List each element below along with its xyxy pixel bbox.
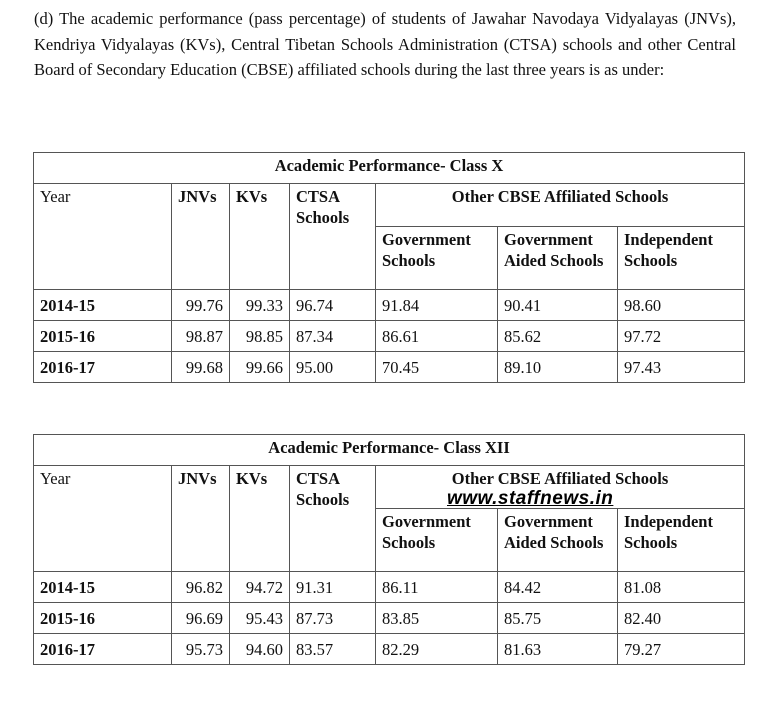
header-ctsa: CTSA Schools [290,184,376,290]
government-cell: 86.61 [376,321,498,352]
aided-cell: 85.62 [498,321,618,352]
ctsa-cell: 83.57 [290,634,376,665]
table-row [34,290,745,321]
table-row [34,321,745,352]
ctsa-cell: 95.00 [290,352,376,383]
ctsa-cell: 87.34 [290,321,376,352]
aided-cell: 90.41 [498,290,618,321]
government-cell: 83.85 [376,603,498,634]
table-row [34,603,745,634]
table-row [34,572,745,603]
header-government-aided: Government Aided Schools [498,227,618,290]
header-other-cbse: Other CBSE Affiliated Schools [376,466,745,509]
independent-cell: 82.40 [618,603,745,634]
independent-cell: 97.72 [618,321,745,352]
jnvs-cell: 95.73 [172,634,230,665]
jnvs-cell: 96.69 [172,603,230,634]
independent-cell: 81.08 [618,572,745,603]
header-independent: Independent Schools [618,227,745,290]
header-ctsa: CTSA Schools [290,466,376,572]
header-independent: Independent Schools [618,509,745,572]
year-cell: 2014-15 [34,572,172,603]
year-cell: 2015-16 [34,321,172,352]
kvs-cell: 99.33 [230,290,290,321]
ctsa-cell: 91.31 [290,572,376,603]
header-kvs: KVs [230,184,290,290]
header-jnvs: JNVs [172,466,230,572]
kvs-cell: 94.60 [230,634,290,665]
aided-cell: 89.10 [498,352,618,383]
intro-paragraph: (d) The academic performance (pass percentage) of students of Jawahar Navodaya Vidyalayas (JNVs), Kendriya Vidyalayas (KVs), Central Tibetan Schools Administration (CTSA) schools and other Central Board of Secondary Education (CBSE) affiliated schools during the last three years is as under: [34,9,736,79]
header-other-cbse: Other CBSE Affiliated Schools [376,184,745,227]
kvs-cell: 94.72 [230,572,290,603]
government-cell: 91.84 [376,290,498,321]
watermark: www.staffnews.in [447,488,614,509]
kvs-cell: 98.85 [230,321,290,352]
header-jnvs: JNVs [172,184,230,290]
independent-cell: 79.27 [618,634,745,665]
header-government-aided: Government Aided Schools [498,509,618,572]
government-cell: 70.45 [376,352,498,383]
jnvs-cell: 96.82 [172,572,230,603]
government-cell: 86.11 [376,572,498,603]
aided-cell: 85.75 [498,603,618,634]
table-title: Academic Performance- Class XII [34,435,745,466]
table-row [34,634,745,665]
header-government: Government Schools [376,227,498,290]
independent-cell: 98.60 [618,290,745,321]
table-title: Academic Performance- Class X [34,153,745,184]
jnvs-cell: 99.68 [172,352,230,383]
year-cell: 2016-17 [34,352,172,383]
header-kvs: KVs [230,466,290,572]
table-row [34,352,745,383]
year-cell: 2014-15 [34,290,172,321]
jnvs-cell: 98.87 [172,321,230,352]
ctsa-cell: 87.73 [290,603,376,634]
independent-cell: 97.43 [618,352,745,383]
header-year: Year [34,184,172,290]
year-cell: 2015-16 [34,603,172,634]
kvs-cell: 99.66 [230,352,290,383]
class-xii-table [33,434,745,665]
header-year: Year [34,466,172,572]
ctsa-cell: 96.74 [290,290,376,321]
kvs-cell: 95.43 [230,603,290,634]
year-cell: 2016-17 [34,634,172,665]
aided-cell: 81.63 [498,634,618,665]
aided-cell: 84.42 [498,572,618,603]
header-government: Government Schools [376,509,498,572]
government-cell: 82.29 [376,634,498,665]
class-x-table [33,152,745,383]
jnvs-cell: 99.76 [172,290,230,321]
